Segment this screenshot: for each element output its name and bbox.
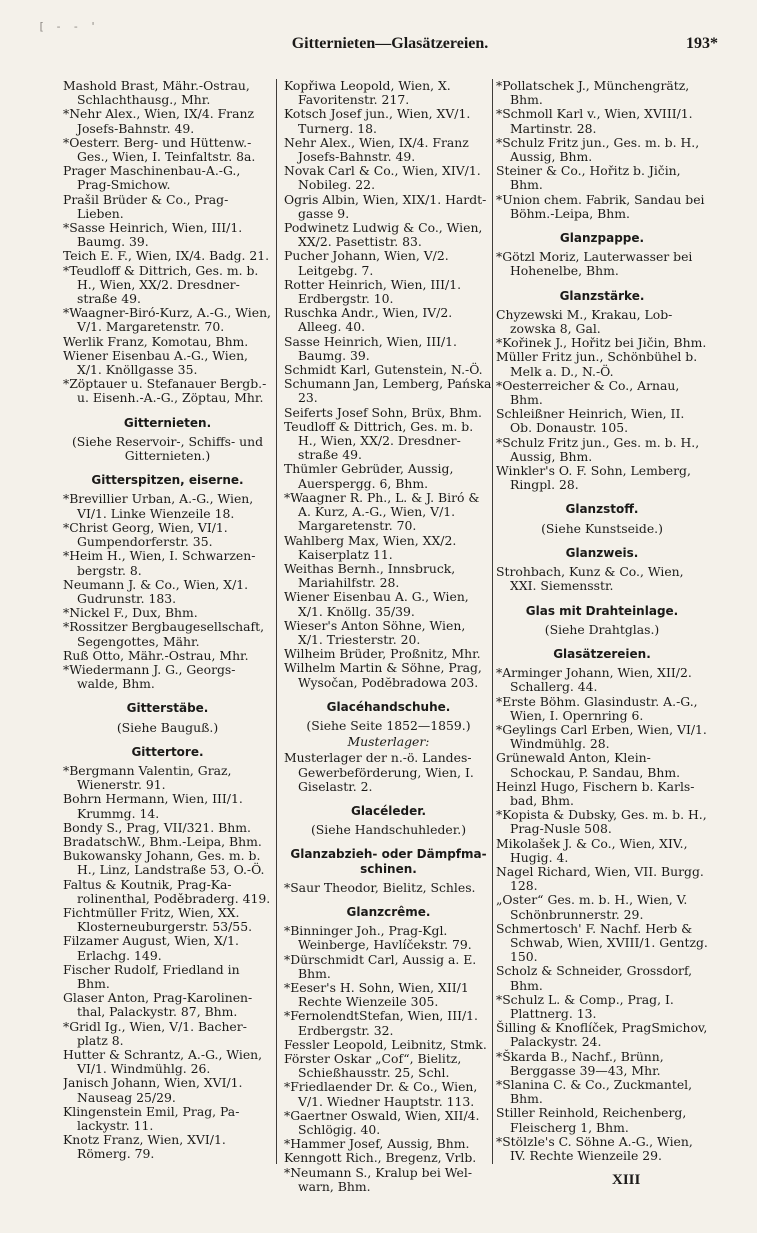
section-heading: Gitternieten. xyxy=(123,415,212,430)
directory-entry: Schmidt Karl, Gutenstein, N.-Ö. xyxy=(284,362,483,378)
directory-entry: Wilheim Brüder, Proßnitz, Mhr. xyxy=(284,646,481,662)
cross-reference: (Siehe Drahtglas.) xyxy=(544,621,660,637)
corner-marks: [ - - ' xyxy=(38,20,99,33)
directory-entry: Klingenstein Emil, Prag, Palackystr. 11. xyxy=(63,1103,240,1134)
directory-entry: Wieser's Anton Söhne, Wien, X/1. Triesterstr. 20. xyxy=(284,617,466,647)
directory-entry: Nehr Alex., Wien, IX/4. Franz Josefs-Bahnstr. 49. xyxy=(284,134,469,165)
directory-entry: *Hammer Josef, Aussig, Bhm. xyxy=(284,1136,470,1152)
column-left xyxy=(63,79,272,1162)
directory-entry: Stiller Reinhold, Reichenberg, Fleischerg 1, Bhm. xyxy=(496,1105,687,1135)
page-title: Gitternieten—Glasätzereien. xyxy=(291,35,489,52)
directory-entry: *Geylings Carl Erben, Wien, VI/1. Windmühlg. 28. xyxy=(496,721,707,752)
directory-entry: *Oesterreicher & Co., Arnau, Bhm. xyxy=(496,377,680,408)
directory-entry: *Teudloff & Dittrich, Ges. m. b. H., Wien, XX/2. Dresdnerstraße 49. xyxy=(63,262,259,307)
directory-entry: Rotter Heinrich, Wien, III/1. Erdbergstr. 10. xyxy=(284,276,462,307)
directory-entry: Scholz & Schneider, Grossdorf, Bhm. xyxy=(496,963,693,993)
directory-entry: Knotz Franz, Wien, XVI/1. Römerg. 79. xyxy=(63,1132,226,1162)
directory-entry: Werlik Franz, Komotau, Bhm. xyxy=(63,333,249,349)
cross-reference: (Siehe Kunstseide.) xyxy=(541,520,663,536)
section-heading: Gittertore. xyxy=(131,744,204,759)
directory-entry: Kenngott Rich., Bregenz, Vrlb. xyxy=(284,1150,477,1166)
directory-entry: Fischer Rudolf, Friedland in Bhm. xyxy=(63,961,240,991)
directory-entry: *Nehr Alex., Wien, IX/4. Franz Josefs-Bahnstr. 49. xyxy=(63,106,254,136)
directory-entry: *Götzl Moriz, Lauterwasser bei Hohenelbe, Bhm. xyxy=(496,249,693,279)
directory-entry: *Schulz Fritz jun., Ges. m. b. H., Aussig, Bhm. xyxy=(496,134,700,165)
section-heading: Gitterspitzen, eiserne. xyxy=(91,473,244,488)
cross-reference: (Siehe Reservoir-, Schiffs- und Gitternieten.) xyxy=(71,433,264,464)
directory-entry: *Rossitzer Bergbaugesellschaft, Segengottes, Mähr. xyxy=(63,619,265,649)
directory-entry: Prager Maschinenbau-A.-G., Prag-Smichow. xyxy=(63,163,241,193)
section-heading: Glacéhandschuhe. xyxy=(326,699,451,714)
directory-entry: Wilhelm Martin & Söhne, Prag, Wysočan, Podĕbradowa 203. xyxy=(284,660,482,690)
directory-entry: *Waagner-Biró-Kurz, A.-G., Wien, V/1. Margaretenstr. 70. xyxy=(63,305,271,335)
directory-entry: *Waagner R. Ph., L. & J. Biró & A. Kurz, A.-G., Wien, V/1. Margaretenstr. 70. xyxy=(284,489,480,534)
directory-entry: Wiener Eisenbau A. G., Wien, X/1. Knöllg. 35/39. xyxy=(284,589,469,619)
directory-entry: *Arminger Johann, Wien, XII/2. Schallerg. 44. xyxy=(496,665,692,695)
directory-entry: Novak Carl & Co., Wien, XIV/1. Nobileg. 22. xyxy=(284,163,481,193)
directory-entry: Weithas Bernh., Innsbruck, Mariahilfstr. 28. xyxy=(284,560,456,591)
directory-entry: *Friedlaender Dr. & Co., Wien, V/1. Wiedner Hauptstr. 113. xyxy=(284,1079,478,1109)
directory-entry: Faltus & Koutnik, Prag-Karolinenthal, Poděbraderg. 419. xyxy=(63,876,271,906)
directory-entry: Teudloff & Dittrich, Ges. m. b. H., Wien, XX/2. Dresdnerstraße 49. xyxy=(284,418,474,463)
column-right xyxy=(496,79,708,1163)
directory-entry: *Neumann S., Kralup bei Welwarn, Bhm. xyxy=(284,1164,473,1194)
directory-entry: Wahlberg Max, Wien, XX/2. Kaiserplatz 11. xyxy=(284,532,457,562)
directory-entry: Ruß Otto, Mähr.-Ostrau, Mhr. xyxy=(63,647,249,663)
directory-entry: Janisch Johann, Wien, XVI/1. Nauseag 25/29. xyxy=(63,1075,243,1105)
directory-entry: Bondy S., Prag, VII/321. Bhm. xyxy=(63,819,251,835)
directory-entry: Nagel Richard, Wien, VII. Burgg. 128. xyxy=(496,863,704,894)
cross-reference: (Siehe Handschuhleder.) xyxy=(310,822,467,838)
directory-entry: Sasse Heinrich, Wien, III/1. Baumg. 39. xyxy=(284,333,457,363)
directory-entry: *Zöptauer u. Stefanauer Bergb.- u. Eisenh.-A.-G., Zöptau, Mhr. xyxy=(63,376,267,406)
section-heading: Glacéleder. xyxy=(350,803,427,818)
directory-entry: Musterlager der n.-ö. LandesGewerbeförderung, Wien, I. Giselastr. 2. xyxy=(284,750,474,794)
directory-entry: Chyzewski M., Krakau, Lobzowska 8, Gal. xyxy=(496,306,673,337)
directory-entry: Thümler Gebrüder, Aussig, Auerspergg. 6, Bhm. xyxy=(284,461,454,491)
directory-entry: *Pollatschek J., Münchengrätz, Bhm. xyxy=(496,79,690,108)
cross-reference: (Siehe Bauguß.) xyxy=(116,719,219,735)
directory-entry: *FernolendtStefan, Wien, III/1. Erdbergstr. 32. xyxy=(284,1008,478,1038)
directory-entry: *Schulz L. & Comp., Prag, I. Plattnerg. 13. xyxy=(496,991,674,1021)
directory-entry: Grünewald Anton, KleinSchockau, P. Sandau, Bhm. xyxy=(496,750,681,780)
section-heading: Glanzcrême. xyxy=(346,904,431,919)
column-middle xyxy=(284,79,493,1194)
directory-entry: *Bergmann Valentin, Graz, Wienerstr. 91. xyxy=(63,762,232,793)
directory-entry: *Stölzle's C. Söhne A.-G., Wien, IV. Rechte Wienzeile 29. xyxy=(496,1133,693,1164)
directory-entry: Förster Oskar „Cof“, Bielitz, Schießhausstr. 25, Schl. xyxy=(284,1051,462,1081)
directory-entry: Seiferts Josef Sohn, Brüx, Bhm. xyxy=(284,404,482,420)
section-heading: Glanzstoff. xyxy=(565,502,639,517)
directory-entry: Müller Fritz jun., Schönbühel b. Melk a. D., N.-Ö. xyxy=(496,349,698,379)
directory-entry: *Saur Theodor, Bielitz, Schles. xyxy=(284,879,476,895)
directory-entry: Mashold Brast, Mähr.-Ostrau, Schlachthausg., Mhr. xyxy=(63,79,250,108)
directory-entry: *Eeser's H. Sohn, Wien, XII/1 Rechte Wienzeile 305. xyxy=(284,979,469,1010)
section-heading: Glanzpappe. xyxy=(559,231,645,246)
directory-entry: *Nickel F., Dux, Bhm. xyxy=(63,605,198,621)
directory-entry: Ogris Albin, Wien, XIX/1. Hardtgasse 9. xyxy=(284,191,487,221)
directory-entry: Hutter & Schrantz, A.-G., Wien, VI/1. Windmühlg. 26. xyxy=(63,1047,263,1077)
directory-entry: Glaser Anton, Prag-Karolinenthal, Palackystr. 87, Bhm. xyxy=(63,990,253,1020)
directory-entry: Neumann J. & Co., Wien, X/1. Gudrunstr. 183. xyxy=(63,576,249,606)
directory-entry: Mikolašek J. & Co., Wien, XIV., Hugig. 4. xyxy=(496,835,688,865)
directory-entry: *Schmoll Karl v., Wien, XVIII/1. Martinstr. 28. xyxy=(496,106,693,136)
directory-entry: *Gridl Ig., Wien, V/1. Bacherplatz 8. xyxy=(63,1018,247,1048)
directory-entry: Kopřiwa Leopold, Wien, X. Favoritenstr. 217. xyxy=(284,79,451,108)
directory-entry: *Union chem. Fabrik, Sandau bei Böhm.-Leipa, Bhm. xyxy=(496,191,705,221)
section-heading: Glanzstärke. xyxy=(559,288,645,303)
section-heading: Gitterstäbe. xyxy=(126,701,209,716)
section-heading: Glas mit Drahteinlage. xyxy=(525,603,679,618)
directory-entry: *Oesterr. Berg- und Hüttenw.-Ges., Wien, I. Teinfaltstr. 8a. xyxy=(63,134,256,165)
section-heading: Glasätzereien. xyxy=(553,646,651,661)
directory-entry: *Wiedermann J. G., Georgswalde, Bhm. xyxy=(63,661,236,692)
directory-entry: Kotsch Josef jun., Wien, XV/1. Turnerg. 18. xyxy=(284,106,471,136)
directory-entry: Winkler's O. F. Sohn, Lemberg, Ringpl. 28. xyxy=(496,463,691,493)
directory-entry: *Škarda B., Nachf., Brünn, Berggasse 39—43, Mhr. xyxy=(496,1048,664,1078)
directory-entry: Prašil Brüder & Co., Prag-Lieben. xyxy=(63,191,229,221)
cross-reference: (Siehe Seite 1852—1859.) xyxy=(306,717,471,733)
directory-entry: *Christ Georg, Wien, VI/1. Gumpendorferstr. 35. xyxy=(63,519,228,550)
section-heading: Glanzweis. xyxy=(565,545,639,560)
directory-entry: *Slanina C. & Co., Zuckmantel, Bhm. xyxy=(496,1077,693,1107)
directory-entry: *Kořinek J., Hořitz bei Jičin, Bhm. xyxy=(496,335,707,351)
directory-entry: *Gaertner Oswald, Wien, XII/4. Schlögig. 40. xyxy=(284,1107,480,1138)
directory-entry: Pucher Johann, Wien, V/2. Leitgebg. 7. xyxy=(284,248,449,278)
directory-entry: Teich E. F., Wien, IX/4. Badg. 21. xyxy=(63,248,270,264)
directory-entry: Schleißner Heinrich, Wien, II. Ob. Donaustr. 105. xyxy=(496,406,685,436)
signature-mark: XIII xyxy=(612,1172,641,1188)
directory-entry: *Dürschmidt Carl, Aussig a. E. Bhm. xyxy=(284,951,477,981)
directory-entry: Fessler Leopold, Leibnitz, Stmk. xyxy=(284,1036,487,1052)
directory-entry: Fichtmüller Fritz, Wien, XX. Klosterneuburgerstr. 53/55. xyxy=(63,904,253,935)
section-heading: Glanzabzieh- oder Dämpfmaschinen. xyxy=(290,847,487,876)
directory-entry: *Binninger Joh., Prag-Kgl. Weinberge, Havlíčekstr. 79. xyxy=(284,923,472,953)
directory-entry: „Oster“ Ges. m. b. H., Wien, V. Schönbrunnerstr. 29. xyxy=(496,892,688,922)
directory-entry: *Kopista & Dubsky, Ges. m. b. H., Prag-Nusle 508. xyxy=(496,807,707,837)
directory-entry: *Sasse Heinrich, Wien, III/1. Baumg. 39. xyxy=(63,220,243,250)
directory-entry: Bohrn Hermann, Wien, III/1. Krummg. 14. xyxy=(63,791,243,821)
directory-entry: Heinzl Hugo, Fischern b. Karlsbad, Bhm. xyxy=(496,778,695,808)
directory-entry: Filzamer August, Wien, X/1. Erlachg. 149. xyxy=(63,933,239,963)
directory-entry: Schmertosch' F. Nachf. Herb & Schwab, Wien, XVIII/1. Gentzg. 150. xyxy=(496,920,708,965)
directory-entry: *Schulz Fritz jun., Ges. m. b. H., Aussig, Bhm. xyxy=(496,434,700,464)
directory-entry: Ruschka Andr., Wien, IV/2. Alleeg. 40. xyxy=(284,305,453,335)
column-divider xyxy=(492,79,493,1164)
directory-entry: Bukowansky Johann, Ges. m. b. H., Linz, Landstraße 53, O.-Ö. xyxy=(63,848,265,878)
directory-entry: *Brevillier Urban, A.-G., Wien, VI/1. Linke Wienzeile 18. xyxy=(63,491,254,521)
page-number: 193* xyxy=(686,35,718,52)
directory-entry: Podwinetz Ludwig & Co., Wien, XX/2. Pasettistr. 83. xyxy=(284,220,483,250)
directory-entry: Steiner & Co., Hořitz b. Jičin, Bhm. xyxy=(496,163,681,193)
subheading: Musterlager: xyxy=(347,734,430,750)
directory-entry: BradatschW., Bhm.-Leipa, Bhm. xyxy=(63,833,262,849)
directory-entry: Šilling & Knoflíček, PragSmichov, Palackystr. 24. xyxy=(496,1020,708,1050)
directory-entry: Strohbach, Kunz & Co., Wien, XXI. Siemensstr. xyxy=(496,564,684,594)
directory-entry: Wiener Eisenbau A.-G., Wien, X/1. Knöllgasse 35. xyxy=(63,347,248,378)
directory-entry: Schumann Jan, Lemberg, Pańska 23. xyxy=(284,376,492,406)
directory-entry: *Erste Böhm. Glasindustr. A.-G., Wien, I. Opernring 6. xyxy=(496,693,698,723)
column-divider xyxy=(276,79,277,1164)
directory-entry: *Heim H., Wien, I. Schwarzenbergstr. 8. xyxy=(63,548,256,578)
